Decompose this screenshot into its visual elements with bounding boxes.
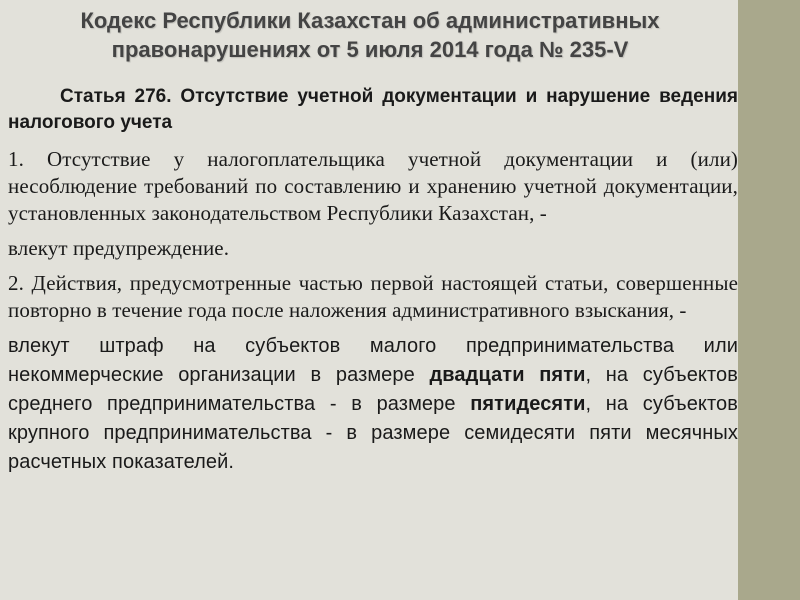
- slide-title-line-2: правонарушениях от 5 июля 2014 года № 235-V: [111, 37, 629, 62]
- decorative-right-bar: [738, 0, 800, 600]
- article-title: Статья 276. Отсутствие учетной документации и нарушение ведения налогового учета: [8, 86, 738, 133]
- fine-medium-business: пятидесяти: [470, 393, 586, 415]
- article-content: [8, 80, 738, 485]
- article-part-1: 1. Отсутствие у налогоплательщика учетной документации и (или) несоблюдение требований по составлению и хранению учетной документации, установленных законодательством Республики Казахстан, -: [8, 147, 738, 225]
- slide-title: [20, 6, 720, 64]
- article-part-1-sanction: влекут предупреждение.: [8, 236, 230, 260]
- article-part-2-sanction: [8, 332, 738, 477]
- slide-title-line-1: Кодекс Республики Казахстан об административных: [80, 8, 660, 33]
- sanction-text-a: влекут штраф на субъектов малого предпринимательства или некоммерческие организации в размере: [8, 335, 738, 386]
- sanction-text-c: , на субъектов крупного предпринимательства - в размере семидесяти пяти месячных расчетных показателей.: [8, 393, 738, 473]
- fine-small-business: двадцати пяти: [429, 364, 586, 386]
- sanction-text-b: , на субъектов среднего предпринимательства - в размере: [8, 364, 738, 415]
- article-part-2: 2. Действия, предусмотренные частью первой настоящей статьи, совершенные повторно в течение года после наложения административного взыскания, -: [8, 271, 738, 322]
